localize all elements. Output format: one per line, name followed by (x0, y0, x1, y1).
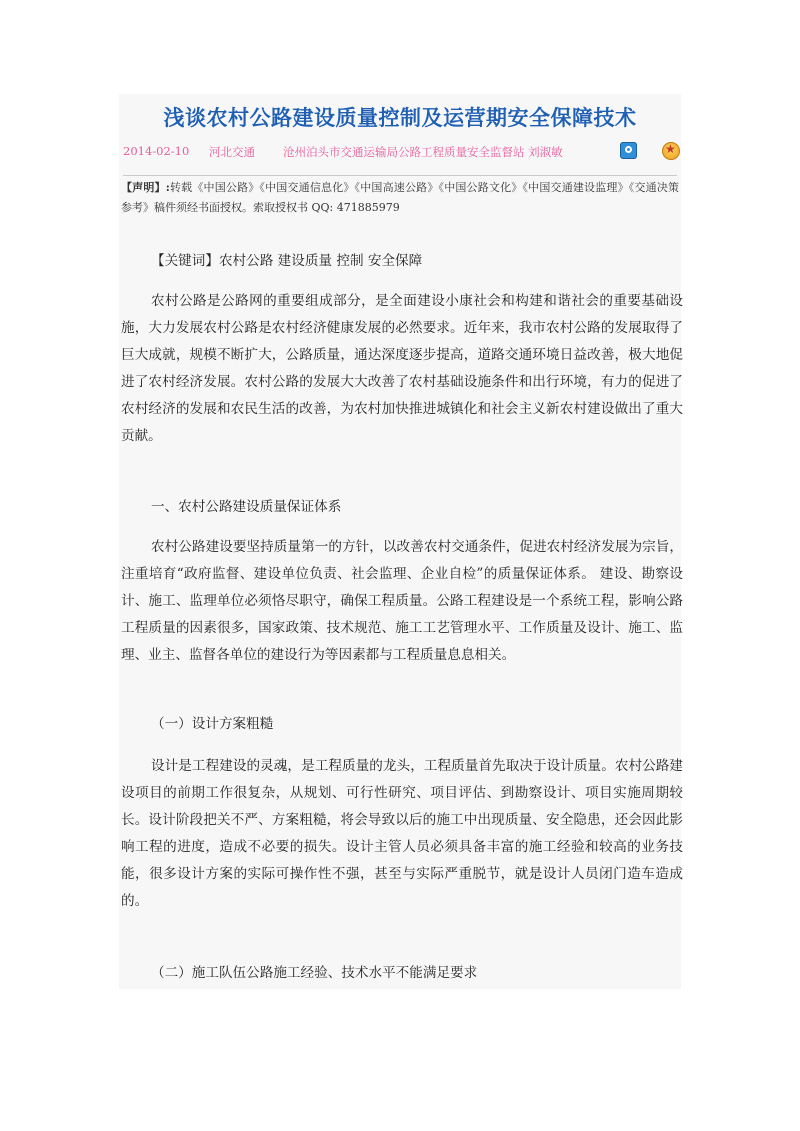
keywords: 【关键词】农村公路 建设质量 控制 安全保障 (151, 253, 423, 269)
notice-label: 【声明】: (121, 181, 170, 194)
copyright-notice (121, 178, 679, 218)
paragraph-design: 设计是工程建设的灵魂，是工程质量的龙头，工程质量首先取决于设计质量。农村公路建设项目的前期工作很复杂，从规划、可行性研究、项目评估、到勘察设计、项目实施周期较长。设计阶段把关不严、方案粗糙，将会导致以后的施工中出现质量、安全隐患，还会因此影响工程的进度，造成不必要的损失。设计主管人员必须具备丰富的施工经验和较高的业务技能，很多设计方案的实际可操作性不强，甚至与实际严重脱节，就是设计人员闭门造车造成的。 (121, 758, 683, 909)
article-meta (123, 142, 677, 162)
author-link[interactable]: 沧州泊头市交通运输局公路工程质量安全监督站 刘淑敏 (283, 145, 563, 159)
subsection-heading-2: （二）施工队伍公路施工经验、技术水平不能满足要求 (151, 965, 478, 981)
meta-divider (123, 175, 677, 176)
publish-date: 2014-02-10 (123, 144, 190, 158)
notice-text: 转载《中国公路》《中国交通信息化》《中国高速公路》《中国公路文化》《中国交通建设监理》《交通决策参考》稿件须经书面授权。索取授权书 QQ: 471885979 (121, 181, 680, 214)
paragraph-intro: 农村公路是公路网的重要组成部分，是全面建设小康社会和构建和谐社会的重要基础设施，大力发展农村公路是农村经济健康发展的必然要求。近年来，我市农村公路的发展取得了巨大成就，规模不断扩大，公路质量，通达深度逐步提高，道路交通环境日益改善，极大地促进了农村经济发展。农村公路的发展大大改善了农村基础设施条件和出行环境，有力的促进了农村经济的发展和农民生活的改善，为农村加快推进城镇化和社会主义新农村建设做出了重大贡献。 (121, 293, 683, 444)
source-link[interactable]: 河北交通 (209, 145, 255, 159)
paragraph-quality-system: 农村公路建设要坚持质量第一的方针，以改善农村交通条件，促进农村经济发展为宗旨，注重培育“政府监督、建设单位负责、社会监理、企业自检”的质量保证体系。 建设、勘察设计、施工、监理单位必须恪尽职守，确保工程质量。公路工程建设是一个系统工程，影响公路工程质量的因素很多，国家政策、技术规范、施工工艺管理水平、工作质量及设计、施工、监理、业主、监督各单位的建设行为等因素都与工程质量息息相关。 (121, 539, 683, 663)
favorite-icon[interactable] (662, 142, 680, 160)
comment-icon[interactable] (620, 142, 637, 159)
subsection-heading-1: （一）设计方案粗糙 (151, 716, 274, 732)
article-title: 浅谈农村公路建设质量控制及运营期安全保障技术 (163, 106, 637, 130)
article-panel (119, 94, 681, 989)
section-heading-1: 一、农村公路建设质量保证体系 (151, 499, 342, 515)
